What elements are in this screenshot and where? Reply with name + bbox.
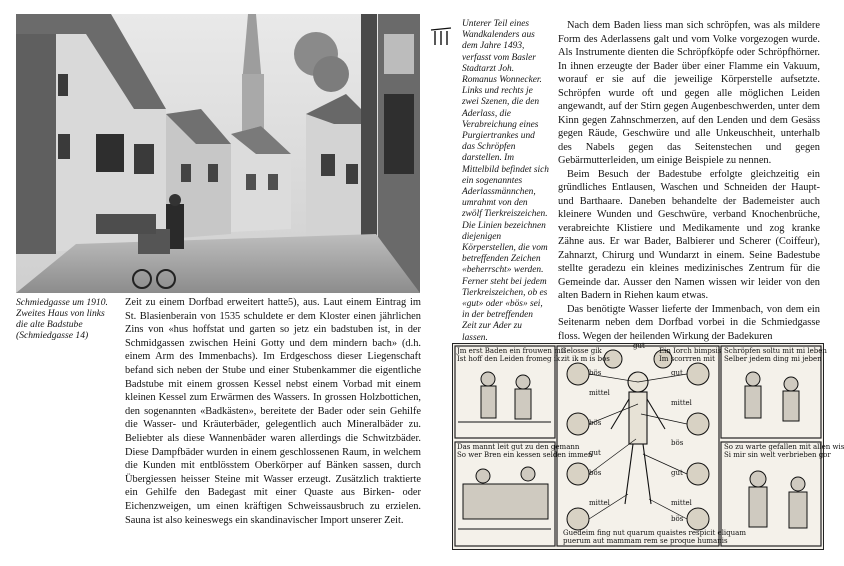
woodcut-label: mittel [671, 499, 692, 507]
woodcut-label: bös [589, 469, 602, 477]
schmiedgasse-photo [16, 14, 420, 293]
woodcut-label: Gelosse gik [561, 347, 602, 355]
right-paragraph-2: Beim Besuch der Badestube erfolgte gleichzeitig ein gründliches Entlausen, Waschen und Schneiden der Haupt- und Barthaare. Daneben behandelte der Bademeister auch kleinere Wunden und Geschwüre, verband Knochenbrüche, verabreichte Klistiere und Medikamente und zog kranke Zähne aus. Er war Bader, Balbierer und Scherer (Coiffeur), Zahnarzt, Chirurg und Wundarzt in einem. Seine Badestube stellte geradezu ein kleines medizinisches Zentrum für die Gemeinde dar. Ausser den Namen wissen wir leider von den alten Badern in Riehen kaum etwas. [558, 168, 820, 301]
woodcut-label: mittel [589, 499, 610, 507]
woodcut-label: Im scorrren mit [659, 355, 715, 363]
woodcut-label: Guedeim fing nut quarum quaistes respicit eliquam [563, 529, 746, 537]
woodcut-label: zit ik m is bos [561, 355, 610, 363]
plate-mark-icon [429, 27, 453, 47]
woodcut-label: puerum aut mammam rem se proque humanis [563, 537, 728, 545]
woodcut-label: bös [671, 439, 684, 447]
woodcut-label: bös [589, 369, 602, 377]
right-text-column [558, 19, 820, 343]
right-paragraph-1: Nach dem Baden liess man sich schröpfen, was als mildere Form des Aderlassens galt und vom Volke vorgezogen wurde. Als Instrumente dienten die Schröpfköpfe oder Schröpfhörner. In ihnen erzeugte der Bader über einer Flamme ein Vakuum, worauf er sie auf die jeweilige Körperstelle aufsetzte. Schröpfen wurde oft und gegen alle möglichen Leiden angewandt, auf der Stirn gegen Augenbeschwerden, unter dem Kinn gegen Zahnschmerzen, auf den Lenden und dem Gesäss gegen Räude, Geschwüre und alle Unkeuschheit, unterhalb des Nabels gegen das Seitenstechen und gegen Gebärmutterleiden, um einige Beispiele zu nennen. [558, 20, 820, 166]
woodcut-label: Schröpfen soltu mit mi leben [724, 347, 827, 355]
woodcut-label: bös [589, 419, 602, 427]
woodcut-label: Ist hoff den Leiden fromeg ik [457, 355, 561, 363]
woodcut-label: Selber jedem ding mi jeben [724, 355, 822, 363]
woodcut-label: gut [671, 469, 683, 477]
woodcut-label: Ein Iorch bimpsis [659, 347, 722, 355]
woodcut-label: Jm erst Baden ein frouwen mit [457, 347, 566, 355]
woodcut-label: bös [671, 515, 684, 523]
woodcut-label: So wer Bren ein kessen selden immen [457, 451, 593, 459]
left-text-column [125, 296, 421, 527]
woodcut-label: gut [633, 342, 645, 350]
woodcut-label: gut [589, 449, 601, 457]
woodcut-label: mittel [589, 389, 610, 397]
woodcut-label: Si mir sin welt verbrieben gor [724, 451, 831, 459]
calendar-caption: Unterer Teil eines Wandkalenders aus dem Jahre 1493, verfasst vom Basler Stadtarzt Joh. Romanus Wonnecker. Links und rechts je zwei Szenen, die den Aderlass, die Verabreichung eines Purgiertrankes und das Schröpfen darstellen. Im Mittelbild befindet sich ein sogenanntes Aderlassmännchen, umrahmt von den zwölf Tierkreiszeichen. Die Linien bezeichnen diejenigen Körperstellen, die vom betreffenden Zeichen «beherrscht» werden. Ferner steht bei jedem Tierkreiszeichen, ob es «gut» oder «bös» sei, in der betreffenden Zeit zur Ader zu lassen. [462, 19, 549, 343]
woodcut-label: Das mannt leit gut zu den gemann [457, 443, 580, 451]
photo-caption: Schmiedgasse um 1910. Zweites Haus von links die alte Badstube (Schmiedgasse 14) [16, 297, 108, 341]
left-paragraph: Zeit zu einem Dorfbad erweitert hatte5), aus. Laut einem Eintrag im St. Blasienberain von 1535 schuldete er dem Kloster einen jährlichen Zins von «hus hoffstat und garten so jetz ein badstuben ist, in der Schmidgassen zwischen Heini Gotty und dem mindern bach» (d.h. einem Arm des Immenbachs). Im Erdgeschoss dieser Liegenschaft befand sich neben der Stube und einer Stubenkammer die eigentliche Badstube mit einem grossen Kessel nebst einem Vorbad mit einem kleinen Kessel zum Erwärmen des Wassers. In grossen Holzbottichen, den sogenannten «Badkästen», bereitete der Bader oder sein Gehilfe die Wasser- und Kräuterbäder, gelegentlich auch Mineralbäder zu. Beliebter als diese Wannenbäder waren allerdings die Schwitzbäder. Diese Dampfbäder wurden in einem geschlossenen Raum, in welchem die Kunden mit entblösstem Oberkörper auf Bänken sassen, durch Übergiessen heisser Steine mit Wasser erzeugt. Zusätzlich traktierte ein Gehilfe den Badegast mit einer Quaste aus Birken- oder Eichenzweigen, um einen kräftigen Schweissausbruch zu erzielen. Sauna ist also keineswegs ein skandinavischer Import unserer Zeit. [125, 297, 421, 526]
right-paragraph-3: Das benötigte Wasser lieferte der Immenbach, von dem ein Seitenarm neben dem Dorfbad vorbei in die Schmiedgasse floss. Wegen der heilenden Wirkung der Badekuren [558, 303, 820, 342]
woodcut-label: mittel [671, 399, 692, 407]
woodcut-label: So zu warte gefallen mit allen wis [724, 443, 844, 451]
woodcut-label: gut [671, 369, 683, 377]
calendar-woodcut [452, 342, 844, 550]
